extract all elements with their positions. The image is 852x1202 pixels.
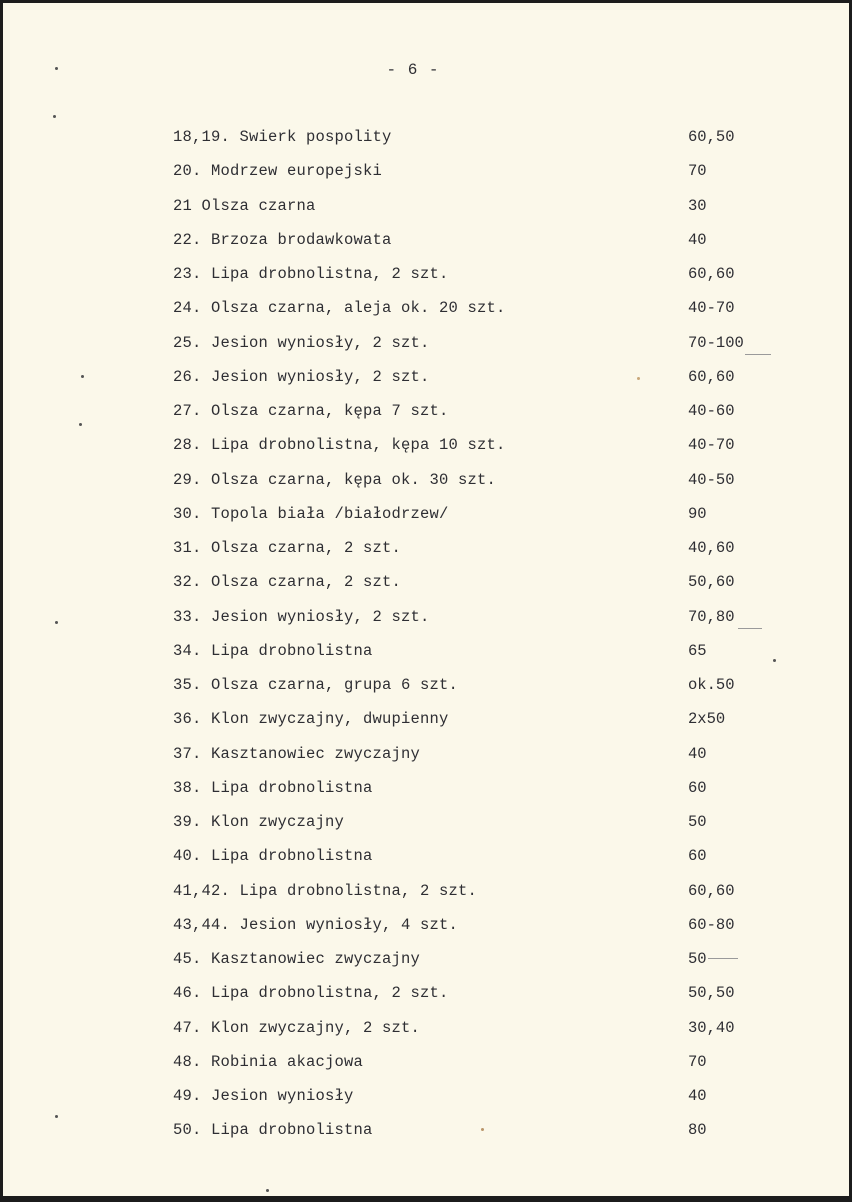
tree-entry [3,162,849,196]
tree-entry-circumference: 70,80 [688,607,735,626]
tree-entry [3,1053,849,1087]
tree-entry-name: 29. Olsza czarna, kępa ok. 30 szt. [173,470,497,489]
tree-entry [3,916,849,950]
tree-entry-circumference: 60,60 [688,881,735,900]
tree-entry-circumference: 50 [688,950,707,968]
tree-entry-circumference: 50 [688,813,707,831]
tree-entry [3,1019,849,1053]
tree-entry-name: 26. Jesion wyniosły, 2 szt. [173,367,430,386]
tree-entry-name: 25. Jesion wyniosły, 2 szt. [173,333,430,352]
tree-entry-circumference: 70-100 [688,333,744,352]
tree-entry [3,299,849,333]
tree-entry-name: 20. Modrzew europejski [173,162,383,181]
scan-speck [481,1128,484,1131]
tree-entry-name: 22. Brzoza brodawkowata [173,230,392,249]
tree-entry-circumference: 60,50 [688,128,735,146]
tree-entry-name: 35. Olsza czarna, grupa 6 szt. [173,676,459,694]
tree-entry-name: 37. Kasztanowiec zwyczajny [173,744,421,763]
scan-speck [55,621,58,624]
tree-entry [3,265,849,299]
tree-entry-circumference: ok.50 [688,676,735,694]
tree-entry-circumference: 40 [688,1087,707,1105]
tree-entry-name: 24. Olsza czarna, aleja ok. 20 szt. [173,299,506,318]
tree-entry [3,197,849,231]
tree-entry-circumference: 40 [688,744,707,763]
tree-entry [3,676,849,710]
scan-speck [53,115,56,118]
tree-entry-name: 38. Lipa drobnolistna [173,778,373,797]
tree-entry-name: 48. Robinia akacjowa [173,1052,364,1071]
tree-entry-circumference: 70 [688,1052,707,1071]
tree-entry [3,1121,849,1155]
tree-entry-circumference: 40-60 [688,402,735,420]
scan-speck [266,1189,269,1192]
tree-entry-circumference: 40,60 [688,539,735,557]
tree-entry [3,813,849,847]
tree-list [3,128,849,1156]
tree-entry [3,402,849,436]
tree-entry-name: 32. Olsza czarna, 2 szt. [173,573,402,592]
tree-entry-circumference: 60,60 [688,265,735,283]
tree-entry [3,1087,849,1121]
tree-entry-circumference: 40-70 [688,436,735,455]
tree-entry-name: 50. Lipa drobnolistna [173,1121,373,1140]
tree-entry-name: 28. Lipa drobnolistna, kępa 10 szt. [173,436,506,455]
tree-entry-name: 34. Lipa drobnolistna [173,641,373,660]
tree-entry [3,539,849,573]
tree-entry [3,231,849,265]
tree-entry-circumference: 90 [688,504,707,523]
tree-entry-circumference: 2x50 [688,710,726,729]
tree-entry [3,471,849,505]
tree-entry [3,882,849,916]
page-number: - 6 - [386,61,440,79]
scan-speck [637,377,640,380]
tree-entry [3,745,849,779]
tree-entry-name: 23. Lipa drobnolistna, 2 szt. [173,265,449,283]
scan-speck [79,423,82,426]
document-page [3,3,849,1196]
tree-entry-name: 43,44. Jesion wyniosły, 4 szt. [173,915,459,934]
tree-entry-name: 36. Klon zwyczajny, dwupienny [173,710,449,729]
tree-entry-name: 41,42. Lipa drobnolistna, 2 szt. [173,881,478,900]
tree-entry [3,950,849,984]
tree-entry-circumference: 50,60 [688,573,735,592]
tree-entry [3,779,849,813]
pen-underline-mark [745,354,771,355]
tree-entry-circumference: 80 [688,1121,707,1140]
scan-speck [773,659,776,662]
tree-entry-circumference: 40 [688,230,707,249]
tree-entry-name: 39. Klon zwyczajny [173,813,345,831]
tree-entry-circumference: 60,60 [688,367,735,386]
tree-entry [3,436,849,470]
tree-entry [3,710,849,744]
tree-entry-name: 18,19. Swierk pospolity [173,128,392,146]
scan-speck [81,375,84,378]
tree-entry-name: 47. Klon zwyczajny, 2 szt. [173,1018,421,1037]
tree-entry [3,847,849,881]
tree-entry [3,368,849,402]
tree-entry-name: 31. Olsza czarna, 2 szt. [173,539,402,557]
tree-entry [3,505,849,539]
pen-underline-mark [708,958,738,959]
pen-underline-mark [738,628,762,629]
tree-entry-name: 27. Olsza czarna, kępa 7 szt. [173,402,449,420]
tree-entry-name: 49. Jesion wyniosły [173,1087,354,1105]
tree-entry-circumference: 50,50 [688,984,735,1003]
tree-entry-name: 40. Lipa drobnolistna [173,847,373,866]
tree-entry [3,642,849,676]
tree-entry-circumference: 40-50 [688,470,735,489]
tree-entry [3,334,849,368]
scan-speck [55,67,58,70]
tree-entry-name: 21 Olsza czarna [173,196,316,215]
tree-entry-circumference: 65 [688,641,707,660]
tree-entry-circumference: 60-80 [688,915,735,934]
tree-entry [3,573,849,607]
tree-entry-circumference: 60 [688,778,707,797]
tree-entry-name: 46. Lipa drobnolistna, 2 szt. [173,984,449,1003]
tree-entry [3,984,849,1018]
tree-entry-name: 45. Kasztanowiec zwyczajny [173,950,421,968]
tree-entry-circumference: 60 [688,847,707,866]
tree-entry-name: 30. Topola biała /białodrzew/ [173,504,449,523]
tree-entry [3,608,849,642]
tree-entry-name: 33. Jesion wyniosły, 2 szt. [173,607,430,626]
tree-entry [3,128,849,162]
scan-speck [55,1115,58,1118]
tree-entry-circumference: 70 [688,162,707,181]
tree-entry-circumference: 30,40 [688,1018,735,1037]
tree-entry-circumference: 30 [688,196,707,215]
tree-entry-circumference: 40-70 [688,299,735,318]
